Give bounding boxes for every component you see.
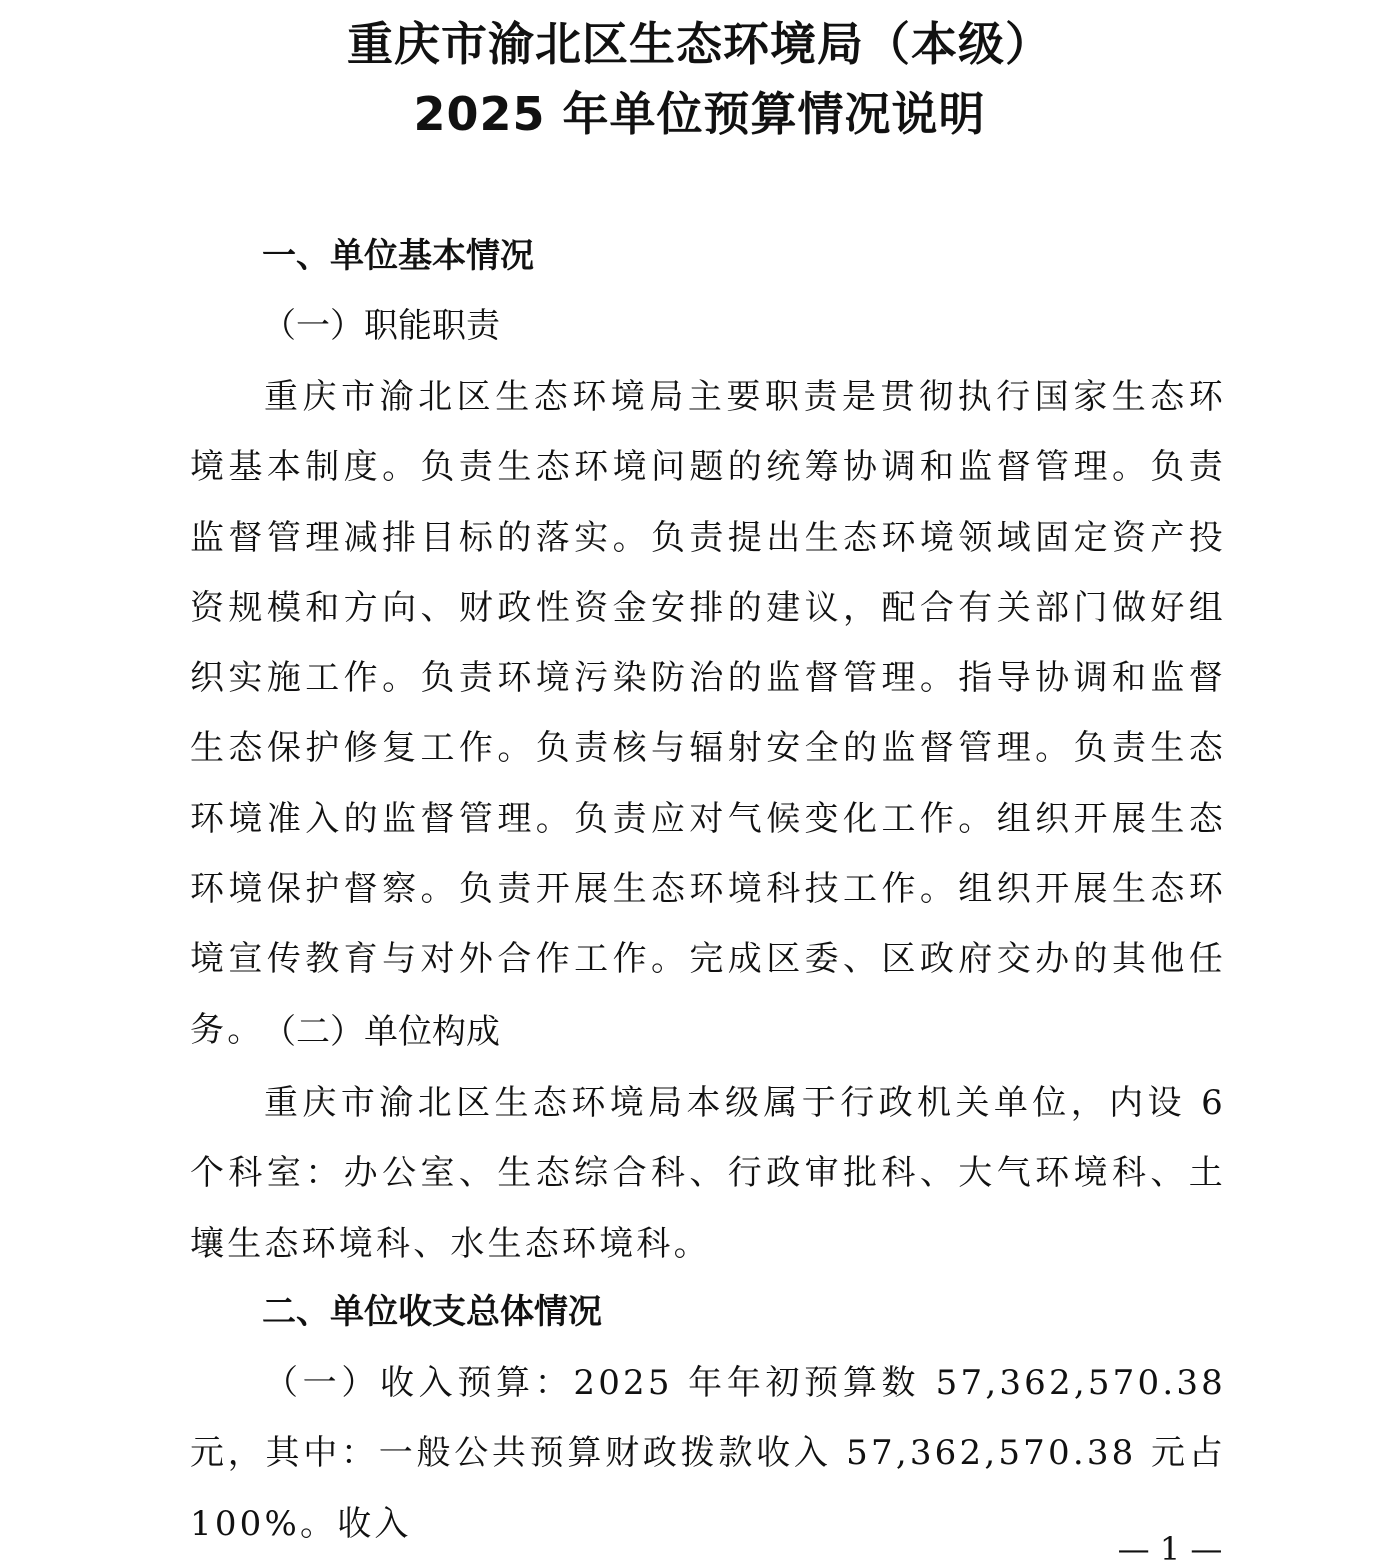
- page-number: — 1 —: [1117, 1530, 1223, 1568]
- section-2-heading: 二、单位收支总体情况: [262, 1292, 602, 1332]
- composition-paragraph: 重庆市渝北区生态环境局本级属于行政机关单位，内设 6 个科室：办公室、生态综合科、行政审批科、大气环境科、土壤生态环境科、水生态环境科。: [190, 1083, 1226, 1264]
- subsection-2-heading: （二）单位构成: [262, 1012, 500, 1052]
- document-title-line-1: 重庆市渝北区生态环境局（本级）: [347, 17, 1052, 71]
- subsection-1-heading: （一）职能职责: [262, 306, 500, 346]
- section-1-heading: 一、单位基本情况: [262, 236, 534, 276]
- functions-paragraph: 重庆市渝北区生态环境局主要职责是贯彻执行国家生态环境基本制度。负责生态环境问题的统筹协调和监督管理。负责监督管理减排目标的落实。负责提出生态环境领域固定资产投资规模和方向、财政性资金安排的建议，配合有关部门做好组织实施工作。负责环境污染防治的监督管理。指导协调和监督生态保护修复工作。负责核与辐射安全的监督管理。负责生态环境准入的监督管理。负责应对气候变化工作。组织开展生态环境保护督察。负责开展生态环境科技工作。组织开展生态环境宣传教育与对外合作工作。完成区委、区政府交办的其他任务。: [190, 377, 1226, 1050]
- document-title-line-2: 2025 年单位预算情况说明: [413, 87, 986, 141]
- income-budget-paragraph: （一）收入预算：2025 年年初预算数 57,362,570.38 元，其中：一般公共预算财政拨款收入 57,362,570.38 元占 100%。收入: [190, 1363, 1226, 1544]
